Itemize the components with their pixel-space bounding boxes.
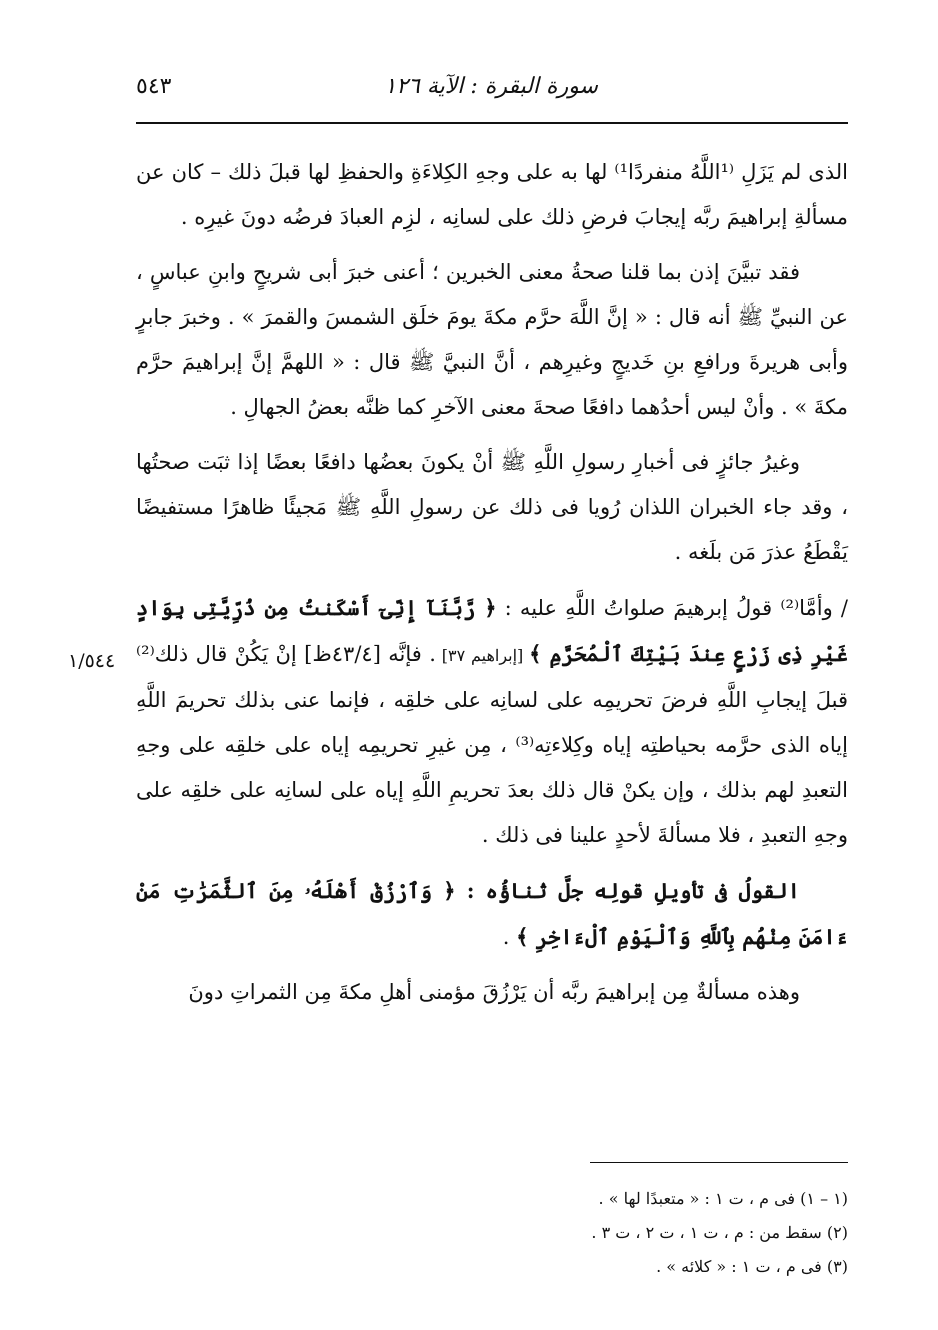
paragraph-3: وغيرُ جائزٍ فى أخبارِ رسولِ اللَّهِ ﷺ أنْ يكونَ بعضُها دافعًا بعضًا إذا ثبَت صحتُها ، وقد جاء الخبران اللذان رُويا فى ذلك عن رسولِ اللَّهِ ﷺ مَجيئًا ظاهرًا مستفيضًا يَقْطَعُ عذرَ مَن بلَغه . [136,450,848,564]
main-text [136,150,848,1025]
section-heading: القولُ فى تأويلِ قولِه جلَّ ثناؤُه : [455,878,800,903]
paragraph-4 [136,585,848,858]
footnote-1: (١ – ١) فى م ، ت ١ : « متعبدًا لها » . [598,1189,848,1208]
quran-verse-baqarah-126: ﴿ وَٱرْزُقْ أَهْلَهُۥ مِنَ ٱلثَّمَرَٰتِ مَنْ ءَامَنَ مِنْهُم بِٱللَّهِ وَٱلْيَوْمِ ٱلْءَاخِرِ ﴾ [136,878,848,949]
margin-page-reference: ١/٥٤٤ [68,650,116,672]
paragraph-2: فقد تبيَّنَ إذن بما قلنا صحةُ معنى الخبرين ؛ أعنى خبرَ أبى شريحٍ وابنِ عباسٍ ، عن النبيِّ ﷺ أنه قال : « إنَّ اللَّهَ حرَّم مكةَ يومَ خلَق الشمسَ والقمرَ » . وخبرَ جابرٍ وأبى هريرةَ ورافعِ بنِ خَديجٍ وغيرِهم ، أنَّ النبيَّ ﷺ قال : « اللهمَّ إنَّ إبراهيمَ حرَّم مكةَ » . وأنْ ليس أحدُهما دافعًا صحةَ معنى الآخرِ كما ظنَّه بعضُ الجهالِ . [136,260,848,419]
paragraph-6: وهذه مسألةٌ مِن إبراهيمَ ربَّه أن يَرْزُقَ مؤمنى أهلِ مكةَ مِن الثمراتِ دونَ [188,980,800,1004]
paragraph-4-intro: / وأمَّا⁽²⁾ قولُ إبرهيمَ صلواتُ اللَّهِ عليه : [496,596,849,620]
paragraph-5-rest: . [502,925,517,949]
paragraph-5 [136,868,848,960]
footnotes [248,1182,848,1284]
quran-verse-ibrahim-37: ﴿ رَّبَّنَآ إِنِّىٓ أَسْكَنتُ مِن ذُرِّيَّتِى بِوَادٍ غَيْرِ ذِى زَرْعٍ عِندَ بَيْتِكَ ٱلْمُحَرَّمِ ﴾ [136,595,849,666]
page-number: ٥٤٣ [136,74,172,99]
paragraph-4-rest: . فإنَّه [٤٣/٤ظ] إنْ يَكُنْ قال ذلك⁽²⁾ قبلَ إيجابِ اللَّهِ فرضَ تحريمِه على لسانِه على خلقِه ، فإنما عنى بذلك تحريمَ اللَّهِ إياه الذى حرَّمه بحياطتِه إياه وكِلاءتِه⁽³⁾ ، مِن غيرِ تحريمِه إياه على خلقِه على وجهِ التعبدِ لهم بذلك ، وإن يكنْ قال ذلك بعدَ تحريمِ اللَّهِ إياه على لسانِه على خلقِه على وجهِ التعبدِ ، فلا مسألةَ لأحدٍ علينا فى ذلك . [136,642,848,847]
verse-reference: [إبراهيم ٣٧] [435,646,530,665]
header-title: سورة البقرة : الآية ١٢٦ [384,74,598,99]
header-divider [136,122,848,124]
running-header [136,70,848,114]
paragraph-1: الذى لم يَزَلِ ⁽¹اللَّهُ منفردًا¹⁾ لها به على وجهِ الكِلاءَةِ والحفظِ لها قبلَ ذلك – كان عن مسألةِ إبراهيمَ ربَّه إيجابَ فرضِ ذلك على لسانِه ، لزِم العبادَ فرضُه دونَ غيرِه . [136,160,848,229]
footnote-2: (٢) سقط من : م ، ت ١ ، ت ٢ ، ت ٣ . [591,1223,848,1242]
footnote-3: (٣) فى م ، ت ١ : « كلائه » . [656,1257,848,1276]
footnote-divider [590,1162,848,1163]
